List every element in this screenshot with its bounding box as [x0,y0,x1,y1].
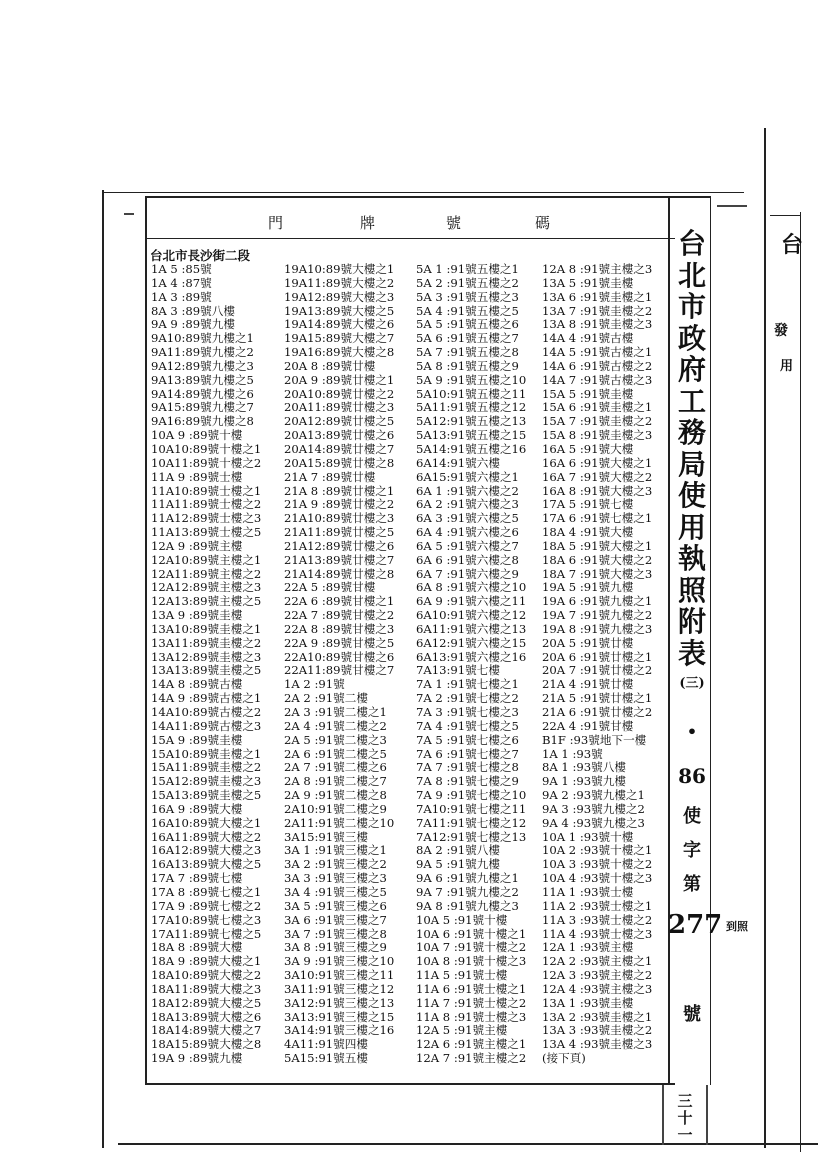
address-entry: 13A 1 :93號圭樓 [542,996,634,1010]
address-entry: 20A 6 :91號廿樓之1 [542,650,653,664]
address-entry: 12A 1 :93號主樓 [542,941,634,955]
address-entry: 8A 3 :89號八樓 [151,304,235,318]
address-entry: 6A10:91號六樓之12 [416,609,527,623]
address-entry: 21A11:89號廿樓之5 [284,526,395,540]
address-entry: 22A 9 :89號甘樓之5 [284,636,395,650]
address-column-2 [284,263,412,1066]
address-entry: 17A 6 :91號七樓之1 [542,512,653,526]
address-entry: 16A10:89號大樓之1 [151,816,262,830]
right-margin-line [764,128,766,1148]
address-entry: 17A 8 :89號七樓之1 [151,885,262,899]
license-char-zi: 字 [683,840,701,861]
title-char: 台 [677,227,706,260]
address-entry: 19A12:89號大樓之3 [284,290,395,304]
address-entry: 12A11:89號主樓之2 [151,567,262,581]
address-entry: 3A10:91號三樓之11 [284,969,395,983]
address-entry: 21A 8 :89號廿樓之1 [284,484,395,498]
address-entry: 5A 3 :91號五樓之3 [416,290,519,304]
title-char: 使 [677,479,706,512]
address-entry: 12A 6 :91號主樓之1 [416,1038,527,1052]
title-column-right-border [710,196,711,1085]
scan-mark [717,205,747,207]
address-entry: 11A13:89號士樓之5 [151,526,262,540]
title-char: 政 [677,321,706,355]
address-entry: 6A 4 :91號六樓之6 [416,526,519,540]
address-entry: 19A16:89號大樓之8 [284,346,395,360]
address-entry: 9A13:89號九樓之5 [151,373,254,387]
address-entry: 6A 7 :91號六樓之9 [416,567,519,581]
address-entry: 6A 2 :91號六樓之3 [416,498,519,512]
address-entry: 14A 4 :91號古樓 [542,332,634,346]
license-number: 277 [668,910,723,940]
address-entry: 22A 7 :89號甘樓之2 [284,609,395,623]
address-entry: 7A 1 :91號七樓之1 [416,678,519,692]
address-entry: 1A 5 :85號 [151,263,212,276]
address-entry: 12A 2 :93號主樓之1 [542,955,653,969]
title-char: 務 [677,416,706,449]
address-entry: 18A 6 :91號大樓之2 [542,553,653,567]
outer-bottom-border [118,1143,818,1145]
address-entry: 18A11:89號大樓之3 [151,982,262,996]
address-entry: 9A 3 :93號九樓之2 [542,802,645,816]
address-entry: 9A 9 :89號九樓 [151,318,235,332]
right-edge-rule [770,215,800,216]
header-plate: 牌 [360,214,376,232]
address-entry: 9A 4 :93號九樓之3 [542,816,645,830]
address-entry: 19A 8 :91號九樓之3 [542,622,653,636]
address-entry: 11A 2 :93號士樓之1 [542,899,653,913]
header-code: 碼 [535,214,551,232]
address-entry: 2A 5 :91號二樓之3 [284,733,387,747]
address-entry: 11A 3 :93號士樓之2 [542,913,653,927]
address-entry: 3A11:91號三樓之12 [284,982,395,996]
right-edge-line [800,212,801,1152]
address-entry: 21A 9 :89號廿樓之2 [284,498,395,512]
address-entry: 14A 9 :89號古樓之1 [151,692,262,706]
address-entry: 13A10:89號圭樓之1 [151,622,262,636]
address-entry: 13A 5 :91號圭樓 [542,276,634,290]
address-entry: 7A 9 :91號七樓之10 [416,789,527,803]
address-entry: 17A 7 :89號七樓 [151,872,243,886]
address-entry: 12A13:89號主樓之5 [151,595,262,609]
address-entry: 11A 4 :93號士樓之3 [542,927,653,941]
address-entry: 11A 9 :89號士樓 [151,470,243,484]
title-suffix: (三) [679,676,705,691]
address-entry: 11A11:89號士樓之2 [151,498,262,512]
address-entry: 13A 7 :91號圭樓之2 [542,304,653,318]
address-entry: 10A 9 :89號十樓 [151,429,243,443]
title-char: 表 [677,636,706,670]
address-entry: 7A11:91號七樓之12 [416,816,527,830]
address-entry: 22A 5 :89號甘樓 [284,581,376,595]
address-entry: 10A 5 :91號十樓 [416,913,508,927]
address-entry: 2A 6 :91號二樓之5 [284,747,387,761]
address-entry: 9A10:89號九樓之1 [151,332,254,346]
address-entry: 19A11:89號大樓之2 [284,276,395,290]
address-entry: 21A13:89號廿樓之7 [284,553,395,567]
address-entry: 3A15:91號三樓 [284,830,368,844]
outer-left-border [102,190,104,1148]
address-entry: B1F :93號地下一樓 [542,733,647,747]
address-entry: 13A 8 :91號圭樓之3 [542,318,653,332]
right-edge-char-2: 發 [774,323,788,339]
address-entry: 10A11:89號十樓之2 [151,456,262,470]
title-char: 用 [677,510,706,544]
address-entry: 7A13:91號七樓 [416,664,500,678]
address-entry: 3A 3 :91號三樓之3 [284,872,387,886]
address-entry: 15A10:89號圭樓之1 [151,747,262,761]
address-entry: 10A 8 :91號十樓之3 [416,955,527,969]
address-entry: 20A 8 :89號廿樓 [284,359,376,373]
address-entry: 19A14:89號大樓之6 [284,318,395,332]
address-entry: 5A 6 :91號五樓之7 [416,332,519,346]
address-entry: 9A 8 :91號九樓之3 [416,899,519,913]
address-entry: 14A10:89號古樓之2 [151,706,262,719]
address-entry: 5A 2 :91號五樓之2 [416,276,519,290]
address-entry: 11A 8 :91號士樓之3 [416,1010,527,1024]
address-entry: 12A 8 :91號主樓之3 [542,263,653,276]
address-entry: 21A 6 :91號廿樓之2 [542,706,653,719]
address-entry: 22A11:89號甘樓之7 [284,664,395,678]
license-char-hao: 號 [683,1004,701,1025]
license-dot: • [686,722,698,741]
address-entry: 20A13:89號廿樓之6 [284,429,395,443]
address-entry: 9A 1 :93號九樓 [542,775,626,789]
address-entry: 21A14:89號廿樓之8 [284,567,395,581]
address-entry: 9A 5 :91號九樓 [416,858,500,872]
address-entry: 16A11:89號大樓之2 [151,830,262,844]
table-bottom-border [145,1083,675,1085]
address-entry: 12A 3 :93號主樓之2 [542,969,653,983]
address-entry: 7A 7 :91號七樓之8 [416,761,519,775]
address-entry: 14A 5 :91號古樓之1 [542,346,653,360]
address-entry: 3A14:91號三樓之16 [284,1024,395,1038]
address-entry: 2A 3 :91號二樓之1 [284,706,387,719]
address-entry: 9A 6 :91號九樓之1 [416,872,519,886]
address-entry: 12A 5 :91號主樓 [416,1024,508,1038]
address-entry: 1A 1 :93號 [542,747,603,761]
address-entry: 19A10:89號大樓之1 [284,263,395,276]
address-entry: 11A 7 :91號士樓之2 [416,996,527,1010]
address-entry: 3A 4 :91號三樓之5 [284,885,387,899]
address-entry: 3A 2 :91號三樓之2 [284,858,387,872]
address-entry: 22A 6 :89號甘樓之1 [284,595,395,609]
address-entry: 2A11:91號二樓之10 [284,816,395,830]
address-entry: 12A 7 :91號主樓之2 [416,1052,527,1066]
address-entry: 7A12:91號七樓之13 [416,830,527,844]
address-entry: 5A 7 :91號五樓之8 [416,346,519,360]
address-entry: 5A14:91號五樓之16 [416,442,527,456]
address-entry: 14A 8 :89號古樓 [151,678,243,692]
address-entry: 11A12:89號士樓之3 [151,512,262,526]
address-entry: 19A 6 :91號九樓之1 [542,595,653,609]
address-entry: 7A10:91號七樓之11 [416,802,527,816]
address-entry: 19A 5 :91號九樓 [542,581,634,595]
address-entry: 20A12:89號廿樓之5 [284,415,395,429]
title-char: 局 [677,447,706,481]
address-entry: 17A 9 :89號七樓之2 [151,899,262,913]
right-edge-char-1: 台 [781,232,804,258]
address-entry: 1A 2 :91號 [284,678,345,692]
address-entry: 16A 9 :89號大樓 [151,802,243,816]
address-entry: 2A 8 :91號二樓之7 [284,775,387,789]
address-entry: 15A 8 :91號圭樓之3 [542,429,653,443]
address-column-3 [416,263,544,1066]
address-entry: 18A 5 :91號大樓之1 [542,539,653,553]
header-number: 號 [446,214,462,232]
address-entry: 5A13:91號五樓之15 [416,429,527,443]
address-entry: 20A14:89號廿樓之7 [284,442,395,456]
address-entry: 6A 6 :91號六樓之8 [416,553,519,567]
address-entry: 5A12:91號五樓之13 [416,415,527,429]
address-entry: 22A 8 :89號甘樓之3 [284,622,395,636]
address-entry: 20A11:89號廿樓之3 [284,401,395,415]
address-entry: 12A12:89號主樓之3 [151,581,262,595]
address-entry: 18A13:89號大樓之6 [151,1010,262,1024]
address-entry: 5A 4 :91號五樓之5 [416,304,519,318]
address-entry: 8A 2 :91號八樓 [416,844,500,858]
address-column-4 [542,263,670,1066]
address-entry: 15A12:89號圭樓之3 [151,775,262,789]
address-entry: 22A10:89號甘樓之6 [284,650,395,664]
address-entry: 21A12:89號廿樓之6 [284,539,395,553]
table-left-border [145,196,147,1085]
address-entry: 16A 8 :91號大樓之3 [542,484,653,498]
address-entry: 16A13:89號大樓之5 [151,858,262,872]
license-year: 86 [678,764,706,788]
title-column-top [670,196,710,198]
address-entry: 2A 4 :91號二樓之2 [284,719,387,733]
address-entry: 6A15:91號六樓之1 [416,470,519,484]
license-char-di: 第 [683,874,701,895]
address-entry: 3A 6 :91號三樓之7 [284,913,387,927]
address-entry: 5A 5 :91號五樓之6 [416,318,519,332]
address-entry: 5A 9 :91號五樓之10 [416,373,527,387]
address-entry: 18A 4 :91號大樓 [542,526,634,540]
address-entry: 1A 4 :87號 [151,276,212,290]
address-entry: 18A 9 :89號大樓之1 [151,955,262,969]
address-entry: 5A 8 :91號五樓之9 [416,359,519,373]
address-entry: 11A 6 :91號士樓之1 [416,982,527,996]
address-entry: 21A 5 :91號廿樓之1 [542,692,653,706]
address-entry: 10A 6 :91號十樓之1 [416,927,527,941]
address-entry: 9A12:89號九樓之3 [151,359,254,373]
address-entry: 7A 3 :91號七樓之3 [416,706,519,719]
address-entry: 6A14:91號六樓 [416,456,500,470]
address-entry: 13A 2 :93號圭樓之1 [542,1010,653,1024]
address-entry: 18A14:89號大樓之7 [151,1024,262,1038]
page-number: 三十一 [677,1092,693,1144]
address-entry: 2A10:91號二樓之9 [284,802,387,816]
address-entry: 1A 3 :89號 [151,290,212,304]
address-entry: 11A 5 :91號士樓 [416,969,508,983]
address-entry: 3A12:91號三樓之13 [284,996,395,1010]
address-entry: 19A15:89號大樓之7 [284,332,395,346]
address-entry: 13A12:89號圭樓之3 [151,650,262,664]
address-entry: 6A 8 :91號六樓之10 [416,581,527,595]
document-title [675,228,709,669]
address-entry: 13A 6 :91號圭樓之1 [542,290,653,304]
address-entry: 2A 9 :91號二樓之8 [284,789,387,803]
address-entry: 12A 4 :93號主樓之3 [542,982,653,996]
address-entry: 10A10:89號十樓之1 [151,442,262,456]
address-entry: 21A10:89號廿樓之3 [284,512,395,526]
address-column-1 [151,263,279,1066]
header-door: 門 [268,214,284,232]
address-entry: 22A 4 :91號甘樓 [542,719,634,733]
address-entry: 6A 1 :91號六樓之2 [416,484,519,498]
address-entry: 9A 7 :91號九樓之2 [416,885,519,899]
address-entry: 18A 8 :89號大樓 [151,941,243,955]
address-entry: 13A 3 :93號圭樓之2 [542,1024,653,1038]
outer-top-border [102,192,744,193]
address-entry: 13A11:89號圭樓之2 [151,636,262,650]
address-entry: 3A 8 :91號三樓之9 [284,941,387,955]
address-entry: 13A 4 :93號圭樓之3 [542,1038,653,1052]
address-entry: 8A 1 :93號八樓 [542,761,626,775]
address-entry: 20A 5 :91號廿樓 [542,636,634,650]
address-entry: 16A 7 :91號大樓之2 [542,470,653,484]
address-entry: 19A13:89號大樓之5 [284,304,395,318]
address-entry: 16A12:89號大樓之3 [151,844,262,858]
scan-mark [706,1085,708,1145]
address-entry: 13A13:89號圭樓之5 [151,664,262,678]
address-entry: 7A 8 :91號七樓之9 [416,775,519,789]
address-entry: 9A14:89號九樓之6 [151,387,254,401]
address-entry: 15A 7 :91號圭樓之2 [542,415,653,429]
address-entry: 3A 5 :91號三樓之6 [284,899,387,913]
address-entry: 7A 5 :91號七樓之6 [416,733,519,747]
address-entry: 11A 1 :93號士樓 [542,885,634,899]
address-entry: 12A 9 :89號主樓 [151,539,243,553]
address-entry: 6A 9 :91號六樓之11 [416,595,527,609]
table-top-border [145,196,675,198]
address-entry: 18A 7 :91號大樓之3 [542,567,653,581]
license-stamp: 到照 [726,920,748,933]
address-entry: 9A 2 :93號九樓之1 [542,789,645,803]
address-entry: 15A 9 :89號圭樓 [151,733,243,747]
address-entry: 20A 7 :91號廿樓之2 [542,664,653,678]
address-entry: 5A 1 :91號五樓之1 [416,263,519,276]
address-entry: 20A10:89號廿樓之2 [284,387,395,401]
address-entry: 16A 5 :91號大樓 [542,442,634,456]
address-entry: 18A12:89號大樓之5 [151,996,262,1010]
address-entry: 9A16:89號九樓之8 [151,415,254,429]
address-entry: 17A 5 :91號七樓 [542,498,634,512]
address-entry: 2A 7 :91號二樓之6 [284,761,387,775]
address-entry: 5A11:91號五樓之12 [416,401,527,415]
address-entry: 21A 7 :89號廿樓 [284,470,376,484]
address-entry: 19A 7 :91號九樓之2 [542,609,653,623]
address-entry: 3A 1 :91號三樓之1 [284,844,387,858]
address-entry: 6A11:91號六樓之13 [416,622,527,636]
address-entry: 2A 2 :91號二樓 [284,692,368,706]
address-entry: 19A 9 :89號九樓 [151,1052,243,1066]
address-entry: 3A 9 :91號三樓之10 [284,955,395,969]
title-char: 北 [677,258,706,292]
address-entry: 5A10:91號五樓之11 [416,387,527,401]
address-entry: 6A 5 :91號六樓之7 [416,539,519,553]
address-entry: 7A 2 :91號七樓之2 [416,692,519,706]
address-entry: 10A 3 :93號十樓之2 [542,858,653,872]
address-entry: 14A 6 :91號古樓之2 [542,359,653,373]
address-entry: 20A 9 :89號廿樓之1 [284,373,395,387]
address-entry: 15A11:89號圭樓之2 [151,761,262,775]
address-entry: 3A13:91號三樓之15 [284,1010,395,1024]
address-entry: 9A11:89號九樓之2 [151,346,254,360]
address-entry: 7A 4 :91號七樓之5 [416,719,519,733]
address-entry: 20A15:89號廿樓之8 [284,456,395,470]
address-entry: 10A 4 :93號十樓之3 [542,872,653,886]
address-entry: (接下頁) [542,1052,586,1066]
address-entry: 11A10:89號士樓之1 [151,484,262,498]
address-entry: 21A 4 :91號廿樓 [542,678,634,692]
address-entry: 15A 6 :91號圭樓之1 [542,401,653,415]
title-char: 執 [677,542,706,575]
scan-mark [662,1085,664,1145]
address-entry: 15A13:89號圭樓之5 [151,789,262,803]
address-entry: 5A15:91號五樓 [284,1052,368,1066]
title-char: 市 [677,290,706,323]
title-char: 工 [677,384,706,418]
license-char-shi: 使 [683,806,701,827]
address-entry: 18A15:89號大樓之8 [151,1038,262,1052]
address-entry: 17A11:89號七樓之5 [151,927,262,941]
address-entry: 6A 3 :91號六樓之5 [416,512,519,526]
address-entry: 4A11:91號四樓 [284,1038,368,1052]
address-entry: 17A10:89號七樓之3 [151,913,262,927]
scan-mark [124,213,134,215]
address-entry: 18A10:89號大樓之2 [151,969,262,983]
address-entry: 16A 6 :91號大樓之1 [542,456,653,470]
address-entry: 14A 7 :91號古樓之3 [542,373,653,387]
address-entry: 3A 7 :91號三樓之8 [284,927,387,941]
title-char: 照 [677,573,706,607]
address-entry: 6A12:91號六樓之15 [416,636,527,650]
street-name: 台北市長沙街二段 [150,248,251,263]
address-entry: 15A 5 :91號圭樓 [542,387,634,401]
address-entry: 10A 7 :91號十樓之2 [416,941,527,955]
title-char: 府 [677,353,706,386]
address-entry: 6A13:91號六樓之16 [416,650,527,664]
address-entry: 9A15:89號九樓之7 [151,401,254,415]
address-entry: 12A10:89號主樓之1 [151,553,262,567]
address-entry: 10A 1 :93號十樓 [542,830,634,844]
right-edge-char-3: 用 [780,359,794,374]
address-entry: 7A 6 :91號七樓之7 [416,747,519,761]
header-divider [145,238,675,239]
address-entry: 10A 2 :93號十樓之1 [542,844,653,858]
title-char: 附 [677,605,706,638]
address-entry: 14A11:89號古樓之3 [151,719,262,733]
address-entry: 13A 9 :89號圭樓 [151,609,243,623]
